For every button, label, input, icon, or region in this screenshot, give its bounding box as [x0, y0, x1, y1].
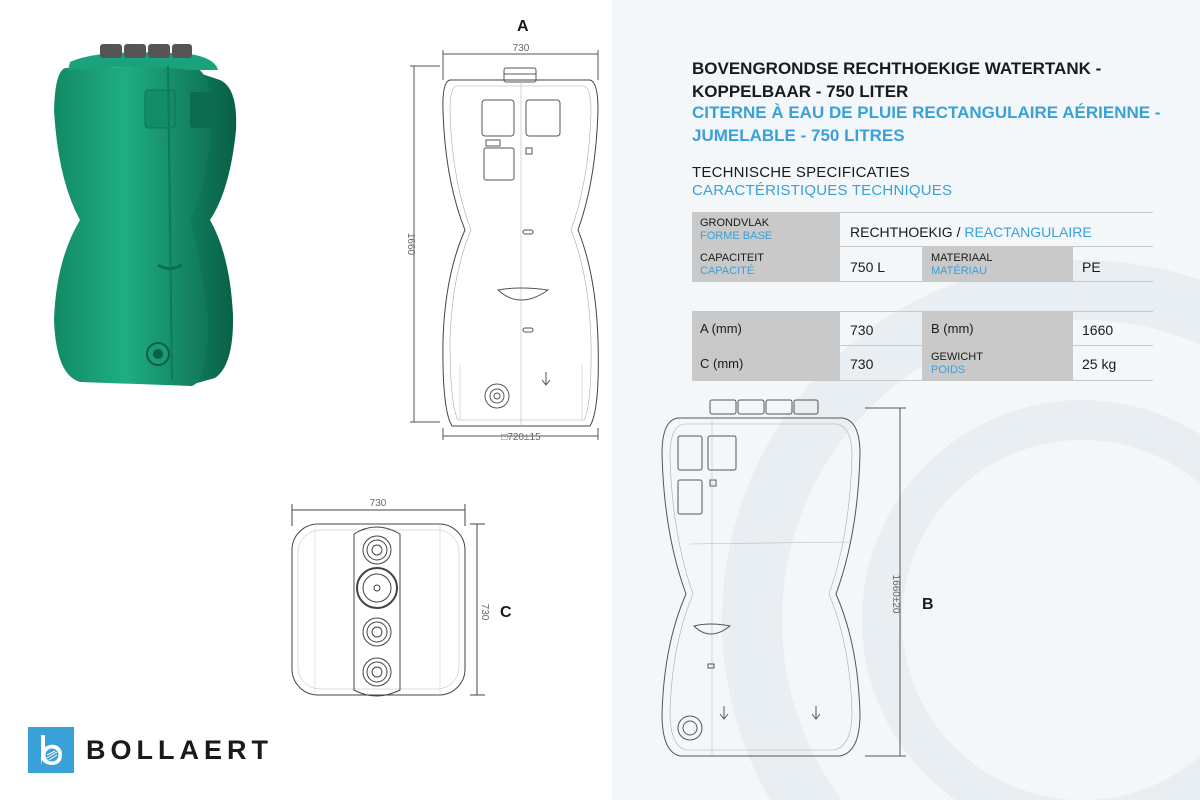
- front-technical-drawing: [400, 40, 620, 450]
- label-capaciteit: CAPACITEIT CAPACITÉ: [700, 252, 764, 277]
- specs-heading-french: CARACTÉRISTIQUES TECHNIQUES: [692, 182, 953, 199]
- table-line: [692, 380, 1153, 381]
- front-base-dim: □720±15: [501, 432, 541, 443]
- side-technical-drawing: [650, 394, 910, 764]
- drawing-label-a: A: [517, 18, 529, 35]
- value-capaciteit: 750 L: [850, 259, 886, 275]
- label-grondvlak: GRONDVLAK FORME BASE: [700, 217, 773, 242]
- brand-name: BOLLAERT: [86, 735, 273, 765]
- label-materiaal: MATERIAAL MATÉRIAU: [931, 252, 993, 277]
- top-depth-dim: 730: [479, 603, 490, 621]
- front-height-dim: 1660: [405, 232, 416, 256]
- value-c: 730: [850, 356, 874, 372]
- title-french: CITERNE À EAU DE PLUIE RECTANGULAIRE AÉRIENNE - JUMELABLE - 750 LITRES: [692, 103, 1161, 145]
- value-grondvlak: RECHTHOEKIG / REACTANGULAIRE: [850, 224, 1092, 240]
- top-width-dim: 730: [369, 498, 387, 509]
- value-a: 730: [850, 322, 874, 338]
- drawing-label-c: C: [500, 604, 512, 621]
- product-photo-tank: [40, 40, 240, 392]
- value-b: 1660: [1082, 322, 1114, 338]
- label-gewicht: GEWICHT POIDS: [931, 351, 983, 376]
- value-gewicht: 25 kg: [1082, 356, 1117, 372]
- front-width-dim: 730: [512, 43, 530, 54]
- drawing-label-b: B: [922, 596, 934, 613]
- label-b: B (mm): [931, 321, 974, 336]
- side-height-dim: 1660±20: [890, 574, 901, 614]
- specs-heading-dutch: TECHNISCHE SPECIFICATIES: [692, 164, 910, 181]
- label-c: C (mm): [700, 356, 744, 371]
- top-view-drawing: [280, 490, 492, 710]
- bollaert-logo-icon: [28, 727, 74, 773]
- label-a: A (mm): [700, 321, 742, 336]
- title-dutch: BOVENGRONDSE RECHTHOEKIGE WATERTANK - KOPPELBAAR - 750 LITER: [692, 59, 1102, 101]
- table-line: [692, 281, 1153, 282]
- value-materiaal: PE: [1082, 259, 1101, 275]
